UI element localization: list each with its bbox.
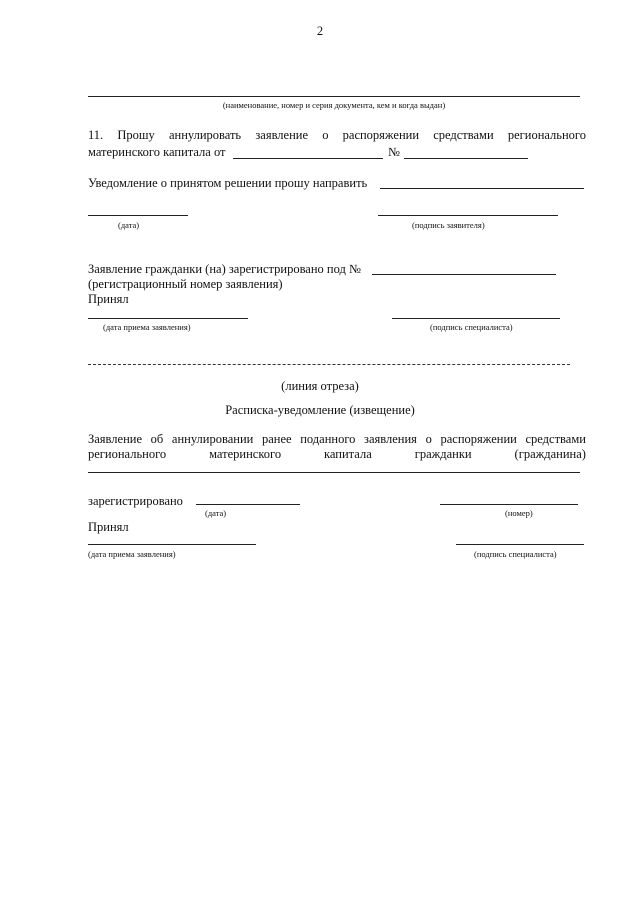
receipt-word: распоряжении — [440, 432, 517, 446]
capital-number-field[interactable] — [404, 158, 528, 159]
receipt-word: капитала — [324, 447, 372, 461]
cut-line-caption: (линия отреза) — [281, 379, 359, 393]
item11-line1 — [88, 128, 586, 143]
accept-date-caption: (дата приема заявления) — [103, 322, 191, 332]
receipt-word: материнского — [209, 447, 282, 461]
receipt-accepted-label: Принял — [88, 520, 129, 534]
receipt-accept-date-field[interactable] — [88, 544, 256, 545]
date-field[interactable] — [88, 215, 188, 216]
accepted-label: Принял — [88, 292, 129, 306]
reg-number-caption: (регистрационный номер заявления) — [88, 277, 283, 291]
document-line[interactable] — [88, 96, 580, 97]
applicant-signature-caption: (подпись заявителя) — [412, 220, 485, 230]
receipt-specialist-signature-field[interactable] — [456, 544, 584, 545]
receipt-word: регионального — [88, 447, 167, 461]
item11-word: аннулировать — [168, 128, 242, 142]
receipt-specialist-signature-caption: (подпись специалиста) — [474, 549, 557, 559]
notification-label: Уведомление о принятом решении прошу направить — [88, 176, 368, 190]
receipt-accept-date-caption: (дата приема заявления) — [88, 549, 176, 559]
item11-word: распоряжении — [342, 128, 420, 142]
cut-line — [88, 364, 570, 365]
reg-number-field[interactable] — [372, 274, 556, 275]
item11-word: регионального — [507, 128, 586, 142]
date-caption: (дата) — [118, 220, 140, 230]
receipt-title: Расписка-уведомление (извещение) — [225, 403, 415, 417]
capital-date-field[interactable] — [233, 158, 383, 159]
notification-field[interactable] — [380, 188, 584, 189]
document-caption: (наименование, номер и серия документа, кем и когда выдан) — [222, 100, 446, 110]
receipt-date-field[interactable] — [196, 504, 300, 505]
specialist-signature-field[interactable] — [392, 318, 560, 319]
receipt-number-field[interactable] — [440, 504, 578, 505]
receipt-date-caption: (дата) — [205, 508, 227, 518]
receipt-registered-label: зарегистрировано — [88, 494, 183, 508]
receipt-word: ранее — [261, 432, 292, 446]
item11-word: Прошу — [117, 128, 155, 142]
item11-word: о — [322, 128, 329, 142]
receipt-line1 — [88, 432, 586, 447]
receipt-line2 — [88, 447, 586, 462]
receipt-word: гражданки — [414, 447, 472, 461]
receipt-word: средствами — [525, 432, 586, 446]
receipt-number-caption: (номер) — [505, 508, 533, 518]
receipt-word: заявления — [364, 432, 417, 446]
number-sign: № — [388, 145, 400, 159]
receipt-word: поданного — [300, 432, 356, 446]
receipt-word: (гражданина) — [514, 447, 586, 461]
applicant-signature-field[interactable] — [378, 215, 558, 216]
receipt-word: об — [150, 432, 164, 446]
registered-label: Заявление гражданки (на) зарегистрировано под № — [88, 262, 361, 276]
accept-date-field[interactable] — [88, 318, 248, 319]
receipt-word: Заявление — [88, 432, 143, 446]
citizen-name-field[interactable] — [88, 472, 580, 473]
specialist-signature-caption: (подпись специалиста) — [430, 322, 513, 332]
item11-word: заявление — [255, 128, 309, 142]
item11-word: 11. — [88, 128, 104, 142]
item11-line2-prefix: материнского капитала от — [88, 145, 226, 159]
page-number: 2 — [316, 24, 324, 38]
receipt-word: о — [425, 432, 432, 446]
item11-word: средствами — [433, 128, 494, 142]
receipt-word: аннулировании — [171, 432, 254, 446]
